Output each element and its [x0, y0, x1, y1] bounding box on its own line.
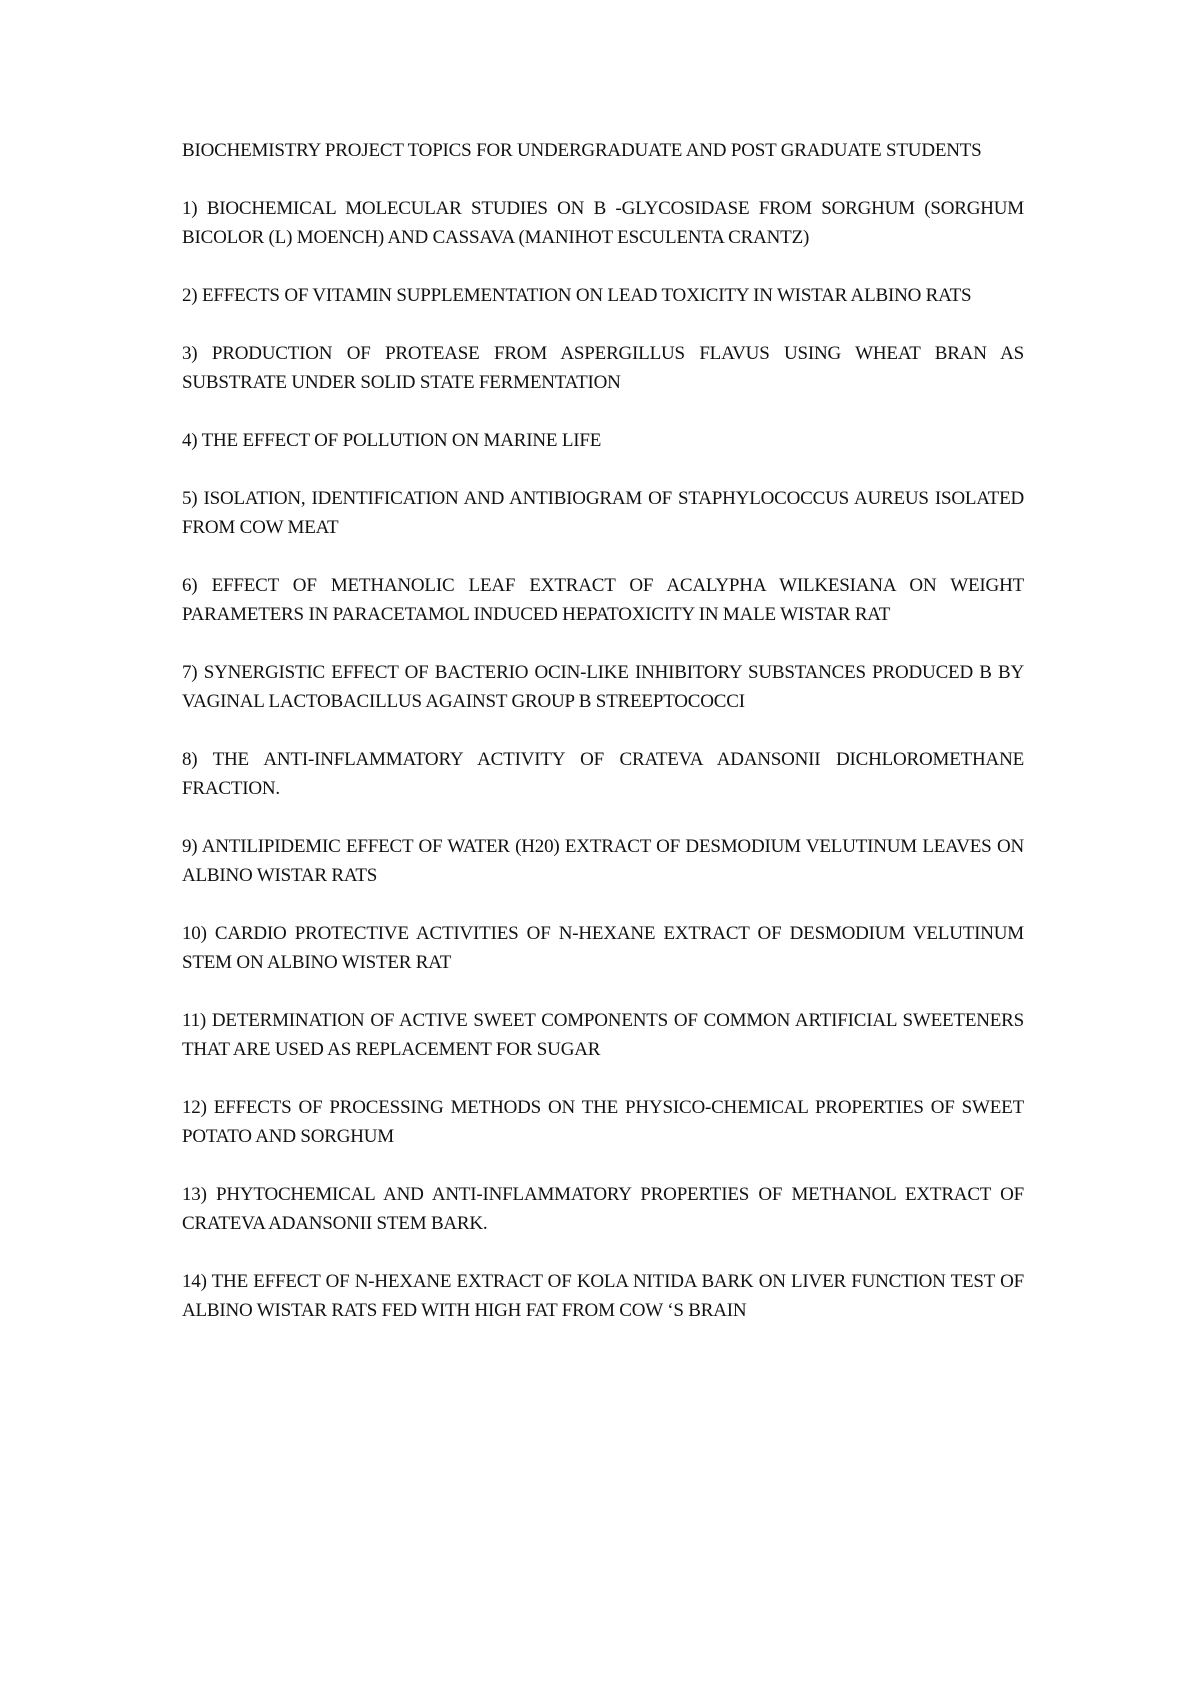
topic-item-6: 6) EFFECT OF METHANOLIC LEAF EXTRACT OF ACALYPHA WILKESIANA ON WEIGHT PARAMETERS IN PARACETAMOL INDUCED HEPATOXICITY IN MALE WISTAR RAT — [182, 575, 1024, 625]
topic-item-14: 14) THE EFFECT OF N-HEXANE EXTRACT OF KOLA NITIDA BARK ON LIVER FUNCTION TEST OF ALBINO WISTAR RATS FED WITH HIGH FAT FROM COW ‘S BRAIN — [182, 1271, 1024, 1321]
topic-item-11: 11) DETERMINATION OF ACTIVE SWEET COMPONENTS OF COMMON ARTIFICIAL SWEETENERS THAT ARE USED AS REPLACEMENT FOR SUGAR — [182, 1010, 1024, 1060]
topic-item-9: 9) ANTILIPIDEMIC EFFECT OF WATER (H20) EXTRACT OF DESMODIUM VELUTINUM LEAVES ON ALBINO WISTAR RATS — [182, 836, 1024, 886]
topic-item-2: 2) EFFECTS OF VITAMIN SUPPLEMENTATION ON LEAD TOXICITY IN WISTAR ALBINO RATS — [182, 285, 972, 306]
document-title: BIOCHEMISTRY PROJECT TOPICS FOR UNDERGRADUATE AND POST GRADUATE STUDENTS — [182, 140, 982, 161]
topic-item-1: 1) BIOCHEMICAL MOLECULAR STUDIES ON Β -GLYCOSIDASE FROM SORGHUM (SORGHUM BICOLOR (L) MOENCH) AND CASSAVA (MANIHOT ESCULENTA CRANTZ) — [182, 198, 1024, 248]
topic-item-8: 8) THE ANTI-INFLAMMATORY ACTIVITY OF CRATEVA ADANSONII DICHLOROMETHANE FRACTION. — [182, 749, 1024, 799]
topic-item-10: 10) CARDIO PROTECTIVE ACTIVITIES OF N-HEXANE EXTRACT OF DESMODIUM VELUTINUM STEM ON ALBINO WISTER RAT — [182, 923, 1024, 973]
topic-item-7: 7) SYNERGISTIC EFFECT OF BACTERIO OCIN-LIKE INHIBITORY SUBSTANCES PRODUCED B BY VAGINAL LACTOBACILLUS AGAINST GROUP B STREEPTOCOCCI — [182, 662, 1024, 712]
topic-item-4: 4) THE EFFECT OF POLLUTION ON MARINE LIFE — [182, 430, 602, 451]
topic-item-3: 3) PRODUCTION OF PROTEASE FROM ASPERGILLUS FLAVUS USING WHEAT BRAN AS SUBSTRATE UNDER SOLID STATE FERMENTATION — [182, 343, 1024, 393]
topic-item-13: 13) PHYTOCHEMICAL AND ANTI-INFLAMMATORY PROPERTIES OF METHANOL EXTRACT OF CRATEVA ADANSONII STEM BARK. — [182, 1184, 1024, 1234]
topic-item-5: 5) ISOLATION, IDENTIFICATION AND ANTIBIOGRAM OF STAPHYLOCOCCUS AUREUS ISOLATED FROM COW MEAT — [182, 488, 1024, 538]
topic-item-12: 12) EFFECTS OF PROCESSING METHODS ON THE PHYSICO-CHEMICAL PROPERTIES OF SWEET POTATO AND SORGHUM — [182, 1097, 1024, 1147]
document-page — [182, 136, 1024, 1354]
